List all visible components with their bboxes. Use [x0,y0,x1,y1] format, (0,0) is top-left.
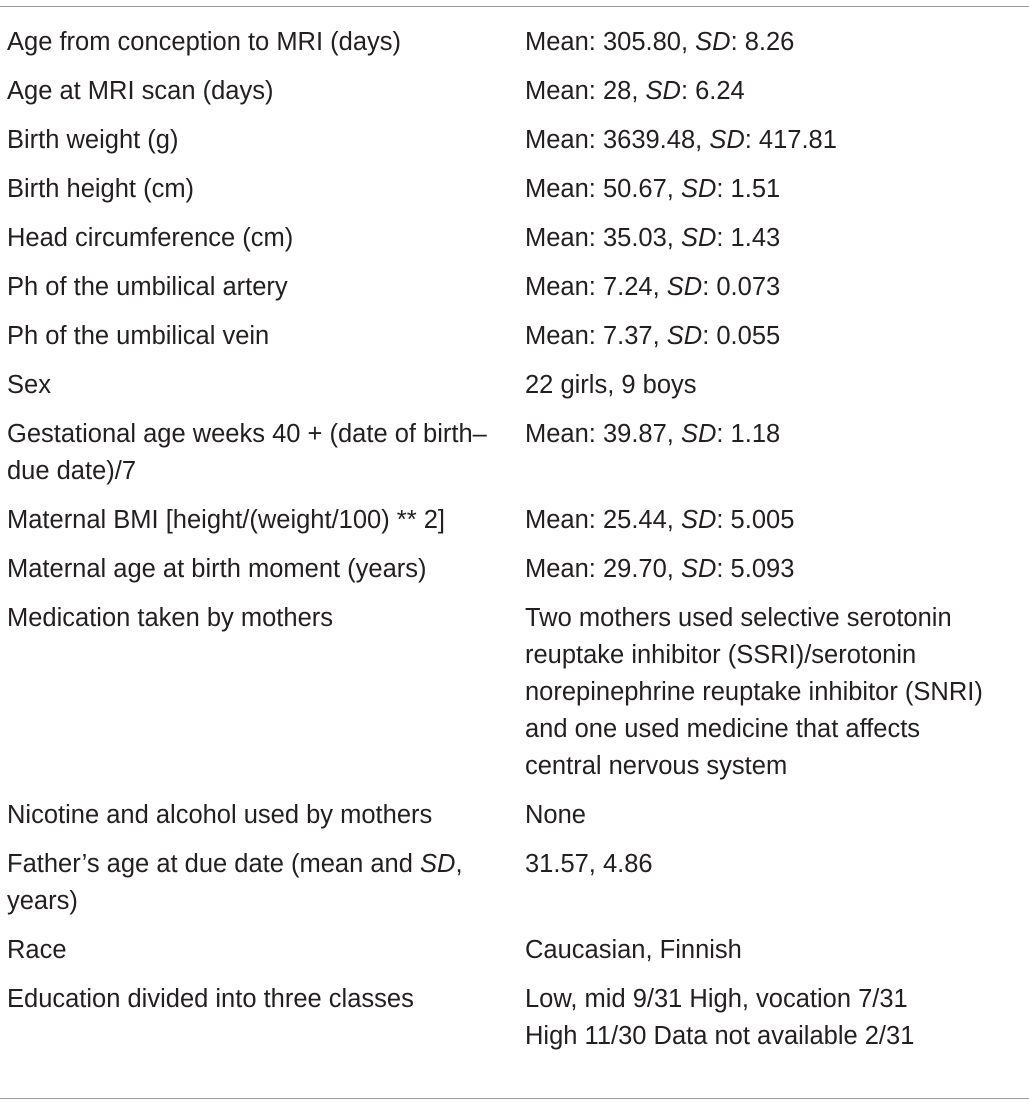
row-value-text: : 8.26 [730,28,795,56]
table-row [0,502,1029,551]
row-label-cell [0,73,524,122]
sd-italic-text: SD [680,506,717,534]
row-value-text: : 6.24 [680,77,745,105]
table-row [0,797,1029,846]
row-label-cell [0,981,524,1067]
table-row [0,981,1029,1067]
row-value-line: reuptake inhibitor (SSRI)/serotonin [525,641,917,669]
sd-italic-text: SD [666,322,703,350]
row-value-cell [524,122,1029,171]
table-row [0,932,1029,981]
row-label-cell [0,318,524,367]
row-label-text: Age at MRI scan (days) [7,77,274,105]
row-label-cell [0,220,524,269]
row-value-text: 22 girls, 9 boys [525,371,697,399]
sd-italic-text: SD [420,850,456,878]
row-label-cell [0,502,524,551]
row-value-text: Mean: 28, [525,77,646,105]
sd-italic-text: SD [695,28,731,56]
sd-italic-text: SD [680,420,717,448]
row-value-text: : 417.81 [744,126,837,154]
row-label-cell [0,416,524,502]
row-label-text: Ph of the umbilical artery [7,273,288,301]
table-row [0,122,1029,171]
row-value-line: Low, mid 9/31 High, vocation 7/31 [525,985,908,1013]
row-value-text: Mean: 50.67, [525,175,681,203]
table-row [0,846,1029,932]
row-value-text: : 0.055 [702,322,781,350]
row-value-text: Mean: 35.03, [525,224,681,252]
row-value-text: Mean: 7.24, [525,273,667,301]
table-bottom-rule [0,1098,1029,1099]
row-value-cell [524,367,1029,416]
row-value-cell [524,171,1029,220]
row-label-text: Maternal age at birth moment (years) [7,555,427,583]
row-value-text: : 1.43 [716,224,781,252]
row-value-text: : 5.005 [716,506,795,534]
row-value-text: 31.57, 4.86 [525,850,653,878]
row-value-text: Mean: 25.44, [525,506,681,534]
row-label-text: Medication taken by mothers [7,604,333,632]
row-label-text: Sex [7,371,51,399]
row-label-cell [0,122,524,171]
row-value-cell [524,318,1029,367]
row-label-cell [0,171,524,220]
row-label-text: Birth weight (g) [7,126,179,154]
table-row [0,551,1029,600]
row-value-text: Mean: 39.87, [525,420,681,448]
table-row [0,318,1029,367]
row-value-text: : 0.073 [702,273,781,301]
table-top-rule [0,6,1029,7]
row-value-line: and one used medicine that affects [525,715,921,743]
row-label-text: Education divided into three classes [7,985,414,1013]
row-label-text: Ph of the umbilical vein [7,322,270,350]
row-label-cell [0,846,524,932]
row-value-text: Caucasian, Finnish [525,936,742,964]
row-value-cell [524,600,1029,797]
row-value-cell [524,932,1029,981]
row-label-text: Head circumference (cm) [7,224,294,252]
row-value-cell [524,846,1029,932]
sd-italic-text: SD [645,77,681,105]
row-label-text: Father’s age at due date (mean and [7,850,421,878]
row-label-text: Gestational age weeks 40 + (date of birth–due date)/7 [7,420,487,485]
row-value-text: Mean: 305.80, [525,28,696,56]
table-row [0,24,1029,73]
row-value-cell [524,24,1029,73]
row-label-text: Age from conception to MRI (days) [7,28,401,56]
row-value-line: central nervous system [525,752,788,780]
row-label-cell [0,932,524,981]
sd-italic-text: SD [666,273,703,301]
row-label-cell [0,24,524,73]
row-label-cell [0,600,524,797]
table-row [0,171,1029,220]
row-value-cell [524,981,1029,1067]
row-value-cell [524,502,1029,551]
row-value-text: : 5.093 [716,555,795,583]
row-label-cell [0,367,524,416]
row-label-cell [0,551,524,600]
row-value-cell [524,220,1029,269]
row-value-text: Mean: 7.37, [525,322,667,350]
table-row [0,416,1029,502]
sd-italic-text: SD [680,224,717,252]
row-label-text: Race [7,936,67,964]
table-body [0,24,1029,1067]
row-value-line: High 11/30 Data not available 2/31 [525,1022,915,1050]
table-row [0,269,1029,318]
row-label-text: Nicotine and alcohol used by mothers [7,801,433,829]
table-row [0,600,1029,797]
row-value-cell [524,73,1029,122]
row-label-cell [0,269,524,318]
table-row [0,367,1029,416]
row-value-line: Two mothers used selective serotonin [525,604,952,632]
row-value-cell [524,416,1029,502]
row-value-cell [524,551,1029,600]
row-label-cell [0,797,524,846]
row-label-text: , years) [7,850,463,915]
sd-italic-text: SD [680,175,717,203]
row-value-line: norepinephrine reuptake inhibitor (SNRI) [525,678,983,706]
row-label-text: Maternal BMI [height/(weight/100) ** 2] [7,506,445,534]
sd-italic-text: SD [709,126,745,154]
row-value-text: : 1.51 [716,175,781,203]
table-row [0,220,1029,269]
row-value-text: Mean: 3639.48, [525,126,710,154]
sd-italic-text: SD [680,555,717,583]
row-value-cell [524,797,1029,846]
row-value-text: : 1.18 [716,420,781,448]
row-label-text: Birth height (cm) [7,175,195,203]
row-value-cell [524,269,1029,318]
row-value-text: Mean: 29.70, [525,555,681,583]
table-row [0,73,1029,122]
demographics-table [0,24,1029,1067]
row-value-text: None [525,801,586,829]
